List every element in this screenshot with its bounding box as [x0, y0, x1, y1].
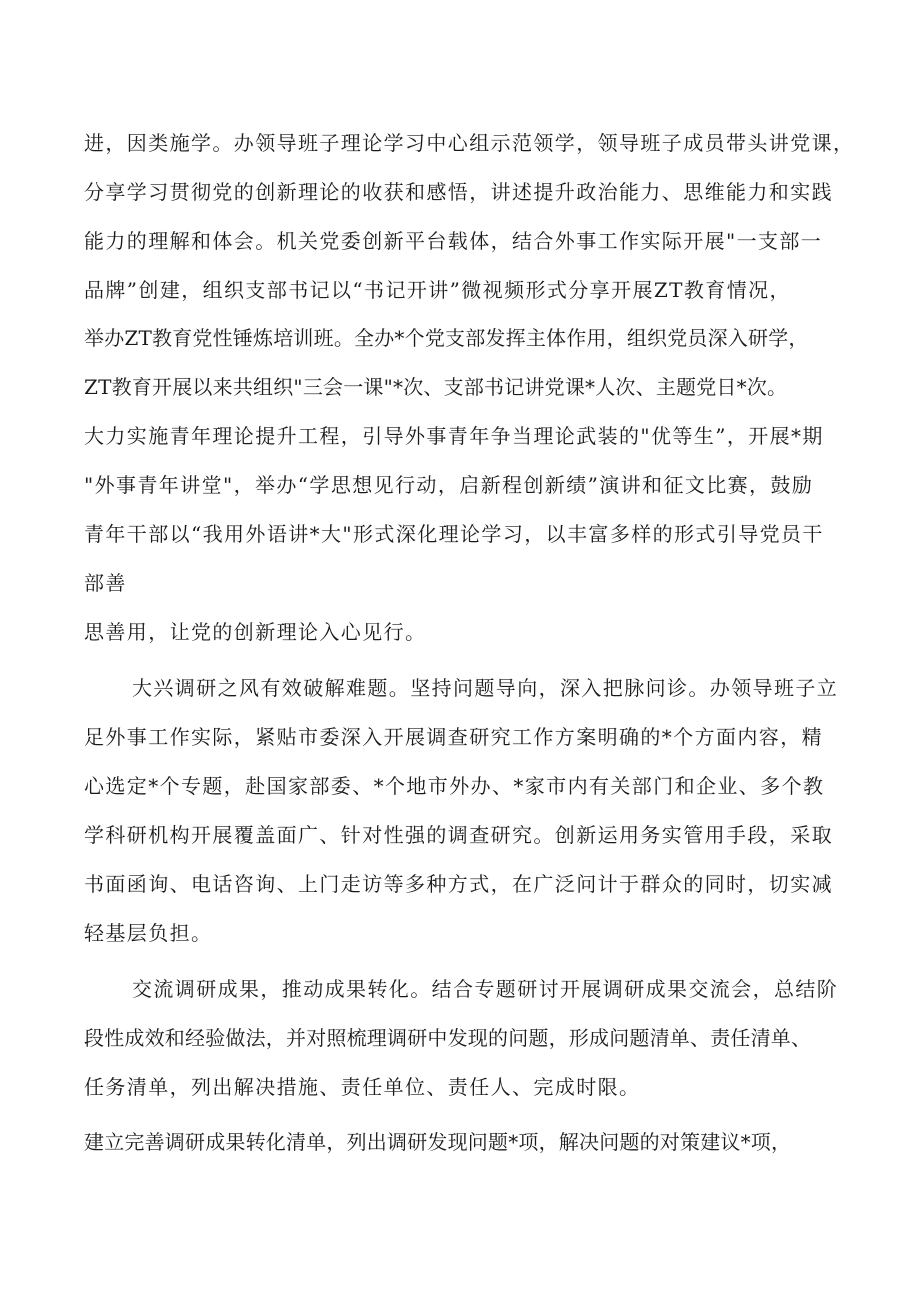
text-line: 轻基层负担。	[84, 921, 213, 945]
text-line: 品牌”创建，组织支部书记以“书记开讲”微视频形式分享开展ZT教育情况，	[84, 278, 791, 302]
text-line: 思善用，让党的创新理论入心见行。	[84, 620, 427, 644]
text-line: 青年干部以“我用外语讲*大"形式深化理论学习，以丰富多样的形式引导党员干	[84, 522, 824, 546]
text-line: 书面函询、电话咨询、上门走访等多种方式，在广泛问计于群众的同时，切实减	[84, 872, 833, 896]
text-line: 任务清单，列出解决措施、责任单位、责任人、完成时限。	[84, 1075, 641, 1099]
text-line: 分享学习贯彻党的创新理论的收获和感悟，讲述提升政治能力、思维能力和实践	[84, 180, 833, 204]
text-line: 能力的理解和体会。机关党委创新平台载体，结合外事工作实际开展"一支部一	[84, 229, 823, 253]
text-line: 段性成效和经验做法，并对照梳理调研中发现的问题，形成问题清单、责任清单、	[84, 1026, 812, 1050]
text-line: 足外事工作实际，紧贴市委深入开展调查研究工作方案明确的*个方面内容，精	[84, 725, 823, 749]
text-line: 心选定*个专题，赴国家部委、*个地市外办、*家市内有关部门和企业、多个教	[84, 774, 825, 798]
text-line: 大力实施青年理论提升工程，引导外事青年争当理论武装的"优等生”，开展*期	[84, 424, 824, 448]
text-line: ZT教育开展以来共组织"三会一课"*次、支部书记讲党课*人次、主题党日*次。	[84, 375, 788, 399]
paragraph-first-line: 大兴调研之风有效破解难题。坚持问题导向，深入把脉问诊。办领导班子立	[132, 676, 839, 700]
paragraph-first-line: 交流调研成果，推动成果转化。结合专题研讨开展调研成果交流会，总结阶	[132, 977, 839, 1001]
text-line: 学科研机构开展覆盖面广、针对性强的调查研究。创新运用务实管用手段，采取	[84, 823, 833, 847]
text-line: 部善	[84, 571, 127, 595]
text-line: 建立完善调研成果转化清单，列出调研发现问题*项，解决问题的对策建议*项，	[84, 1130, 792, 1154]
text-line: 进，因类施学。办领导班子理论学习中心组示范领学，领导班子成员带头讲党课，	[84, 131, 855, 155]
text-line: "外事青年讲堂"，举办“学思想见行动，启新程创新绩”演讲和征文比赛，鼓励	[84, 473, 814, 497]
text-line: 举办ZT教育党性锤炼培训班。全办*个党支部发挥主体作用，组织党员深入研学，	[84, 326, 809, 350]
